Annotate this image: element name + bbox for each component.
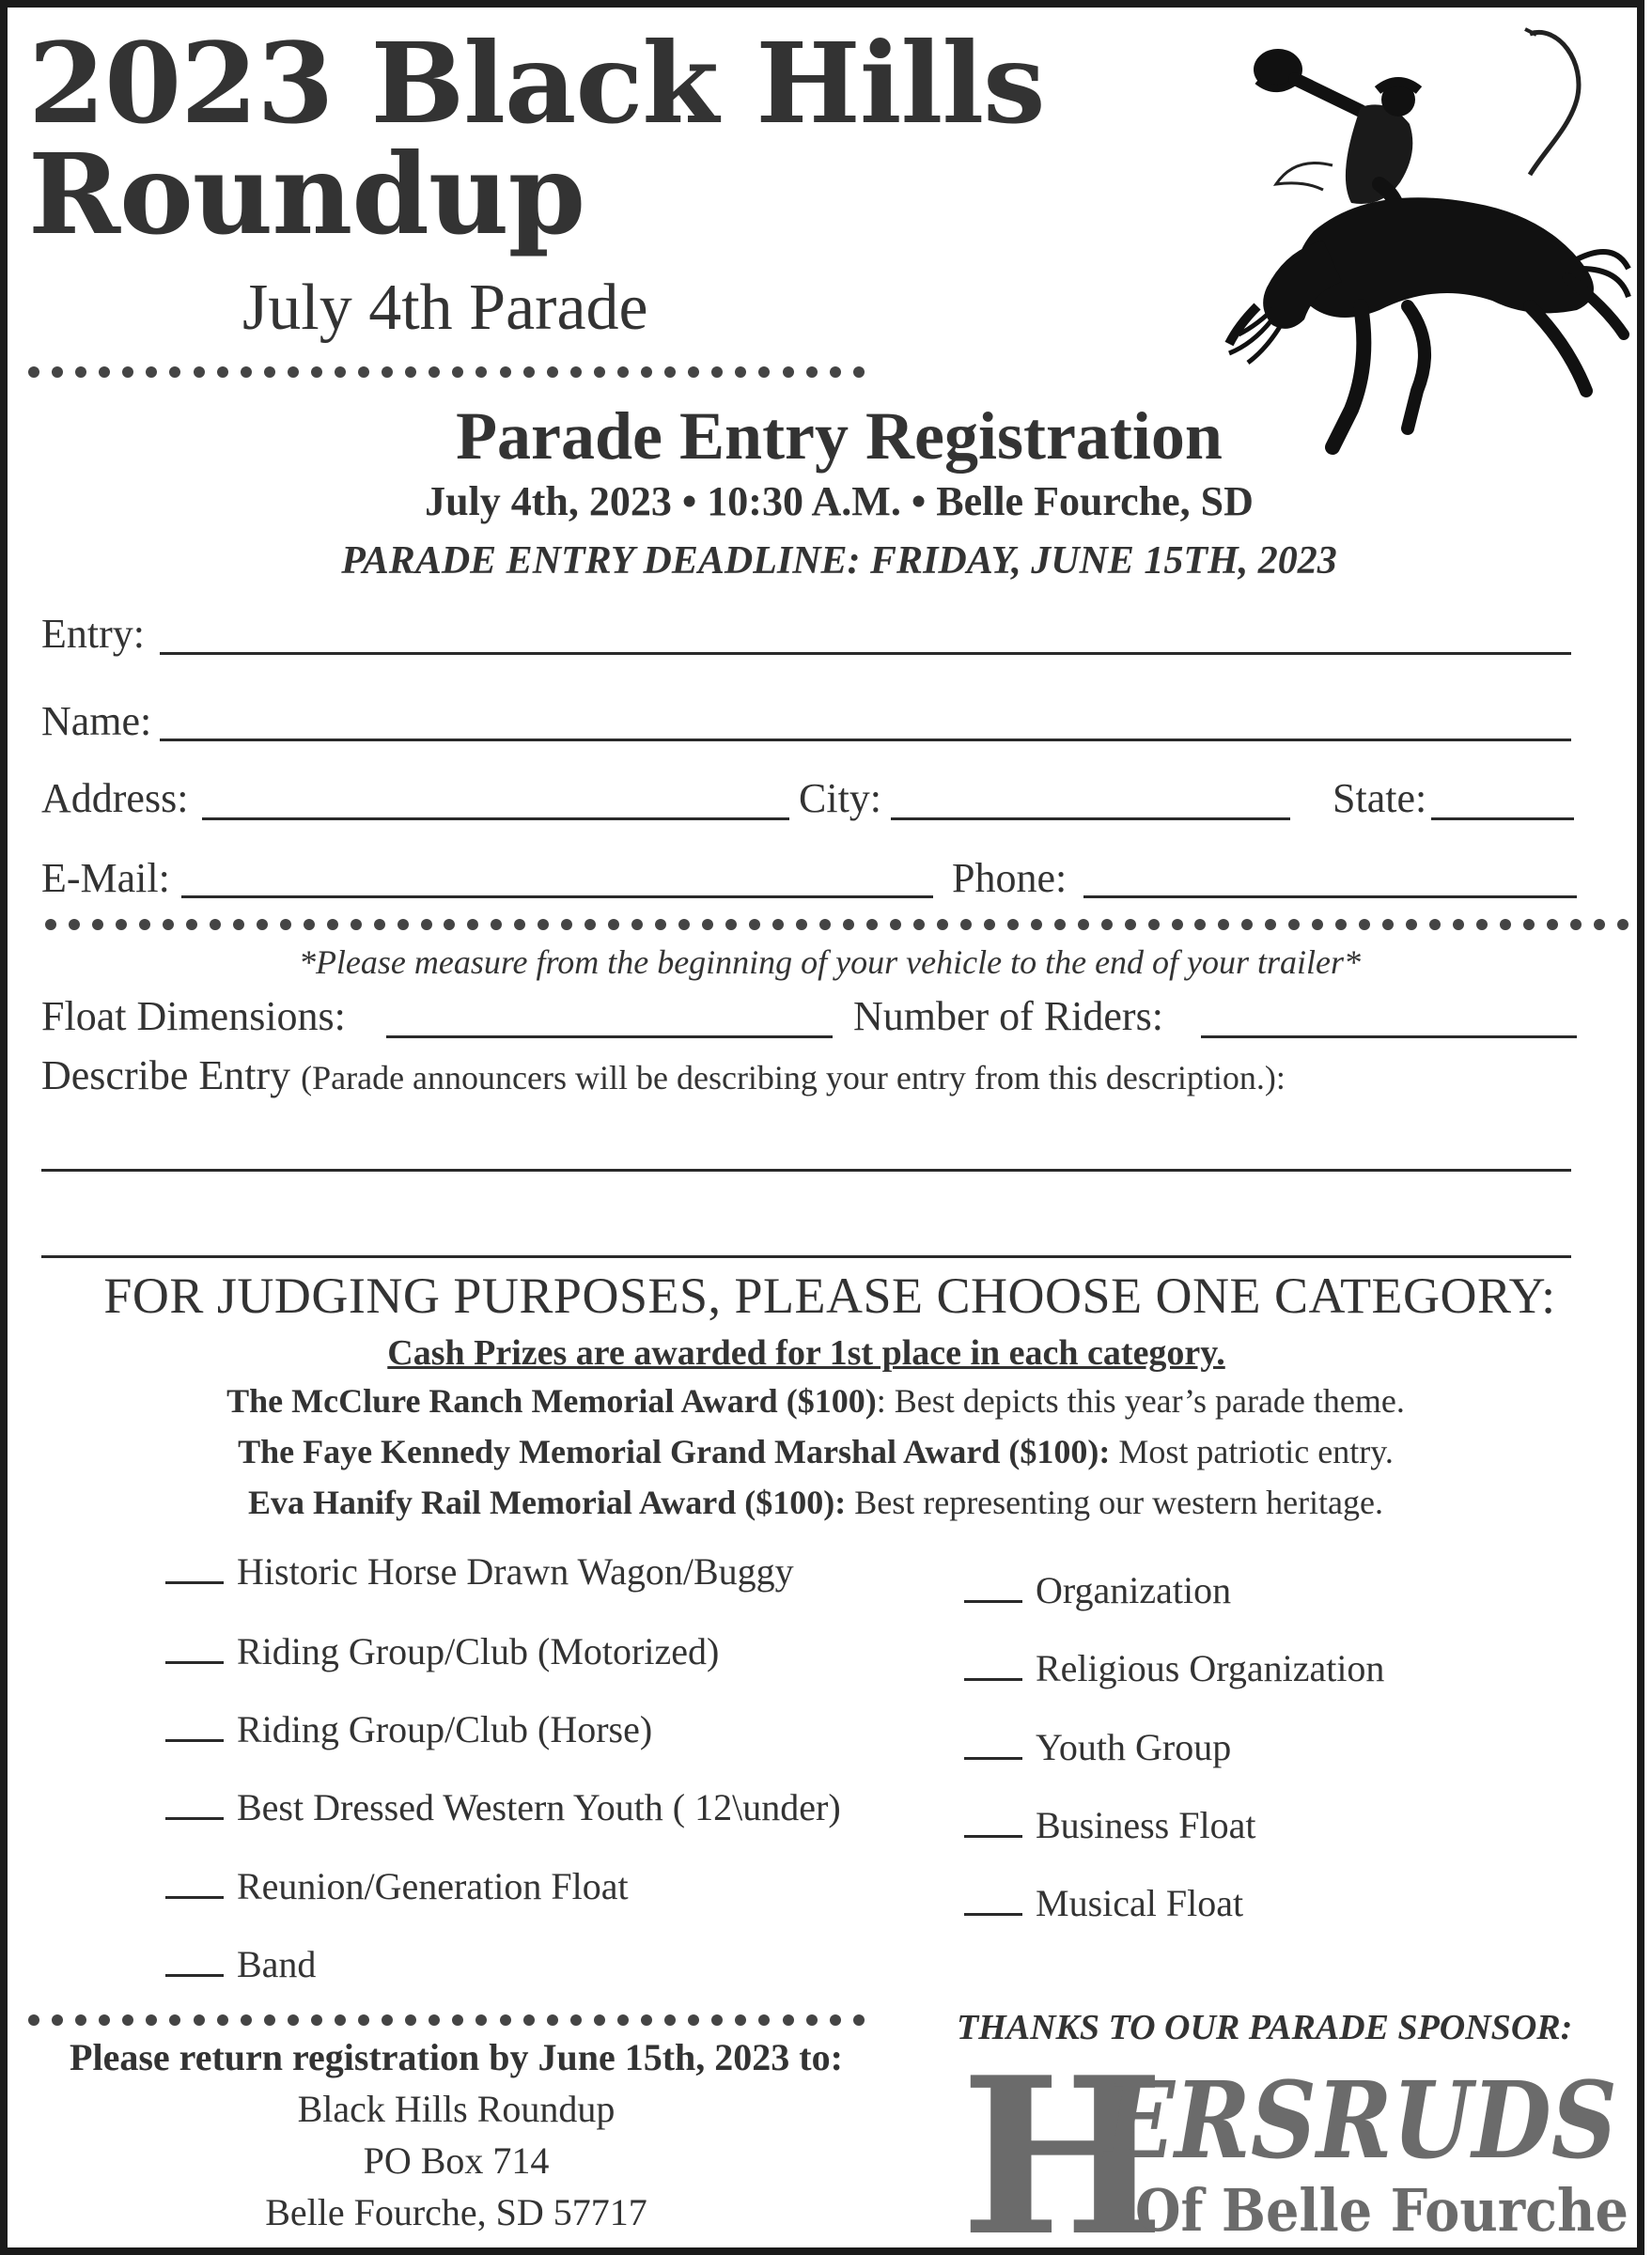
divider-dot	[735, 2014, 746, 2026]
divider-dot	[467, 919, 478, 930]
award-name: Eva Hanify Rail Memorial Award ($100):	[247, 1484, 847, 1521]
divider-dot	[866, 919, 878, 930]
divider-dot	[617, 2014, 629, 2026]
divider-dot	[584, 919, 596, 930]
category-label: Historic Horse Drawn Wagon/Buggy	[237, 1550, 794, 1593]
divider-dot	[796, 919, 807, 930]
divider-dot	[405, 366, 416, 378]
category-label: Best Dressed Western Youth ( 12\under)	[237, 1786, 841, 1828]
divider-dot	[702, 919, 713, 930]
divider-dot	[890, 919, 901, 930]
divider-dot	[75, 2014, 86, 2026]
divider-dot	[641, 366, 652, 378]
divider-dot	[335, 366, 346, 378]
divider-dot	[264, 366, 275, 378]
riders-label: Number of Riders:	[853, 993, 1163, 1039]
divider-dot	[641, 2014, 652, 2026]
category-checkbox-line[interactable]	[964, 1678, 1022, 1681]
divider-dot	[75, 366, 86, 378]
divider-dot	[163, 919, 174, 930]
category-label: Musical Float	[1036, 1882, 1244, 1924]
divider-dot	[264, 2014, 275, 2026]
divider-dot	[1218, 919, 1229, 930]
divider-dot	[491, 919, 502, 930]
phone-label: Phone:	[952, 855, 1068, 901]
category-checkbox-line[interactable]	[165, 1661, 224, 1664]
divider-dot	[1007, 919, 1019, 930]
describe-entry-line-1[interactable]	[41, 1169, 1571, 1172]
divider-dot	[514, 919, 525, 930]
award-faye-kennedy	[8, 1432, 1624, 1471]
divider-dot	[783, 2014, 794, 2026]
divider-dot	[1570, 919, 1582, 930]
divider-dot	[523, 366, 535, 378]
divider-dot	[210, 919, 221, 930]
divider-dot	[594, 366, 605, 378]
entry-field[interactable]	[160, 652, 1571, 655]
divider-dot	[122, 366, 133, 378]
divider-dot	[688, 2014, 699, 2026]
divider-dot	[853, 2014, 865, 2026]
divider-dot	[1453, 919, 1464, 930]
divider-dot	[1594, 919, 1605, 930]
divider-dot	[1288, 919, 1300, 930]
divider-dot	[452, 2014, 463, 2026]
award-name: The Faye Kennedy Memorial Grand Marshal Award ($100):	[238, 1433, 1111, 1470]
divider-dot	[758, 2014, 770, 2026]
divider-dot	[547, 2014, 558, 2026]
divider-dot	[1054, 919, 1066, 930]
divider-dot	[772, 919, 784, 930]
divider-dot	[241, 366, 252, 378]
divider-dot	[1078, 919, 1089, 930]
address-field[interactable]	[202, 817, 789, 820]
registration-title: Parade Entry Registration	[456, 398, 1223, 474]
return-instructions: Please return registration by June 15th, 2023 to:	[70, 2036, 843, 2078]
divider-dot	[608, 919, 619, 930]
divider-dot	[429, 2014, 440, 2026]
sponsor-heading: THANKS TO OUR PARADE SPONSOR:	[957, 2008, 1573, 2047]
entry-deadline: PARADE ENTRY DEADLINE: FRIDAY, JUNE 15TH, 2023	[341, 539, 1337, 583]
divider-dot	[45, 919, 56, 930]
divider-dot	[358, 2014, 369, 2026]
page-subtitle: July 4th Parade	[242, 272, 648, 344]
divider-dot	[397, 919, 409, 930]
divider-dot	[186, 919, 197, 930]
divider-dot	[194, 2014, 205, 2026]
divider-dot	[806, 366, 818, 378]
category-youth-group[interactable]	[964, 1726, 1232, 1768]
divider-dot	[631, 919, 643, 930]
divider-dot	[1265, 919, 1276, 930]
divider-dot	[523, 2014, 535, 2026]
divider-dot	[783, 366, 794, 378]
divider-dot	[1500, 919, 1511, 930]
category-musical-float[interactable]	[964, 1882, 1244, 1924]
city-label: City:	[799, 775, 882, 821]
riders-field[interactable]	[1201, 1035, 1577, 1038]
divider-dot	[819, 919, 831, 930]
divider-dot	[1476, 919, 1488, 930]
divider-dot	[52, 366, 63, 378]
category-business-float[interactable]	[964, 1804, 1256, 1846]
divider-dot	[853, 366, 865, 378]
category-checkbox-line[interactable]	[165, 1817, 224, 1820]
divider-dot	[421, 919, 432, 930]
category-historic-wagon[interactable]	[165, 1550, 794, 1593]
float-dimensions-label: Float Dimensions:	[41, 993, 346, 1039]
divider-dot	[1523, 919, 1535, 930]
divider-dot	[99, 2014, 110, 2026]
city-field[interactable]	[891, 817, 1290, 820]
category-label: Religious Organization	[1036, 1647, 1385, 1689]
divider-dot	[475, 366, 487, 378]
divider-dot	[452, 366, 463, 378]
judging-heading: FOR JUDGING PURPOSES, PLEASE CHOOSE ONE CATEGORY:	[103, 1267, 1556, 1324]
divider-dot	[758, 366, 770, 378]
divider-dot	[500, 366, 511, 378]
divider-dot	[1406, 919, 1417, 930]
divider-dot	[937, 919, 948, 930]
category-checkbox-line[interactable]	[165, 1739, 224, 1742]
divider-dot	[169, 366, 180, 378]
logo-initial: H	[960, 2030, 1165, 2255]
category-label: Reunion/Generation Float	[237, 1865, 629, 1907]
divider-dot	[69, 919, 80, 930]
name-field[interactable]	[160, 739, 1571, 741]
divider-dot	[139, 919, 150, 930]
logo-main-text: ERSRUDS	[1102, 2060, 1617, 2183]
divider-dot	[382, 2014, 393, 2026]
divider-dot	[146, 366, 157, 378]
divider-dot	[288, 366, 299, 378]
divider-dot	[52, 2014, 63, 2026]
divider-dot	[241, 2014, 252, 2026]
page-title-line-2: Roundup	[28, 129, 585, 259]
divider-dot	[1101, 919, 1113, 930]
divider-dot	[351, 919, 362, 930]
divider-dot	[688, 366, 699, 378]
divider-dot	[1429, 919, 1441, 930]
divider-dot	[1617, 919, 1629, 930]
divider-dot	[749, 919, 760, 930]
divider-dot	[217, 2014, 228, 2026]
category-riding-motorized[interactable]	[165, 1630, 720, 1672]
category-riding-horse[interactable]	[165, 1708, 653, 1750]
category-checkbox-line[interactable]	[165, 1974, 224, 1977]
award-description: Best representing our western heritage.	[846, 1484, 1384, 1521]
dotted-divider-bottom	[28, 2014, 865, 2026]
category-checkbox-line[interactable]	[964, 1757, 1022, 1760]
divider-dot	[570, 366, 582, 378]
divider-dot	[405, 2014, 416, 2026]
divider-dot	[538, 919, 549, 930]
divider-dot	[561, 919, 572, 930]
category-label: Organization	[1036, 1569, 1232, 1611]
state-label: State:	[1333, 775, 1427, 821]
divider-dot	[1335, 919, 1347, 930]
category-reunion-float[interactable]	[165, 1865, 629, 1907]
divider-dot	[28, 2014, 39, 2026]
divider-dot	[311, 366, 322, 378]
category-organization[interactable]	[964, 1569, 1232, 1611]
category-band[interactable]	[165, 1943, 317, 1985]
category-best-dressed-youth[interactable]	[165, 1786, 841, 1828]
divider-dot	[594, 2014, 605, 2026]
float-dimensions-field[interactable]	[386, 1035, 833, 1038]
divider-dot	[664, 366, 676, 378]
divider-dot	[570, 2014, 582, 2026]
divider-dot	[327, 919, 338, 930]
measure-note: *Please measure from the beginning of your vehicle to the end of your trailer*	[298, 943, 1362, 981]
divider-dot	[711, 2014, 723, 2026]
divider-dot	[374, 919, 385, 930]
dotted-divider-middle	[45, 919, 1629, 930]
award-separator: :	[876, 1382, 886, 1420]
divider-dot	[711, 366, 723, 378]
divider-dot	[1172, 919, 1183, 930]
award-description: Most patriotic entry.	[1110, 1433, 1394, 1470]
describe-entry-label: Describe Entry	[41, 1052, 291, 1098]
divider-dot	[617, 366, 629, 378]
divider-dot	[28, 366, 39, 378]
divider-dot	[1547, 919, 1558, 930]
divider-dot	[830, 2014, 841, 2026]
divider-dot	[1148, 919, 1160, 930]
divider-dot	[169, 2014, 180, 2026]
divider-dot	[444, 919, 455, 930]
category-label: Riding Group/Club (Motorized)	[237, 1630, 720, 1672]
state-field[interactable]	[1431, 817, 1574, 820]
email-label: E-Mail:	[41, 855, 170, 901]
divider-dot	[233, 919, 244, 930]
divider-dot	[217, 366, 228, 378]
category-checkbox-line[interactable]	[165, 1581, 224, 1584]
divider-dot	[122, 2014, 133, 2026]
return-address-line-2: PO Box 714	[363, 2139, 550, 2182]
dotted-divider-top	[28, 366, 865, 378]
divider-dot	[655, 919, 666, 930]
divider-dot	[725, 919, 737, 930]
award-description: Best depicts this year’s parade theme.	[885, 1382, 1405, 1420]
divider-dot	[1382, 919, 1394, 930]
describe-entry-line-2[interactable]	[41, 1255, 1571, 1258]
divider-dot	[1031, 919, 1042, 930]
divider-dot	[1194, 919, 1206, 930]
divider-dot	[1125, 919, 1136, 930]
divider-dot	[99, 366, 110, 378]
divider-dot	[288, 2014, 299, 2026]
divider-dot	[280, 919, 291, 930]
entry-label: Entry:	[41, 611, 145, 657]
divider-dot	[358, 366, 369, 378]
divider-dot	[678, 919, 690, 930]
name-label: Name:	[41, 698, 152, 744]
divider-dot	[257, 919, 268, 930]
category-checkbox-line[interactable]	[964, 1835, 1022, 1838]
divider-dot	[116, 919, 127, 930]
category-label: Business Float	[1036, 1804, 1256, 1846]
divider-dot	[500, 2014, 511, 2026]
category-label: Band	[237, 1943, 317, 1985]
divider-dot	[806, 2014, 818, 2026]
category-label: Riding Group/Club (Horse)	[237, 1708, 653, 1750]
divider-dot	[547, 366, 558, 378]
describe-entry-note: (Parade announcers will be describing your entry from this description.):	[301, 1059, 1286, 1096]
award-eva-hanify	[8, 1483, 1624, 1522]
page-title-line-1: 2023 Black Hills	[28, 18, 1045, 148]
divider-dot	[735, 366, 746, 378]
divider-dot	[1241, 919, 1253, 930]
divider-dot	[664, 2014, 676, 2026]
award-mcclure	[8, 1381, 1624, 1421]
divider-dot	[1359, 919, 1370, 930]
divider-dot	[830, 366, 841, 378]
category-checkbox-line[interactable]	[165, 1896, 224, 1899]
divider-dot	[913, 919, 925, 930]
divider-dot	[475, 2014, 487, 2026]
divider-dot	[382, 366, 393, 378]
category-checkbox-line[interactable]	[964, 1600, 1022, 1603]
category-label: Youth Group	[1036, 1726, 1232, 1768]
divider-dot	[960, 919, 972, 930]
return-address-line-1: Black Hills Roundup	[297, 2088, 616, 2130]
email-field[interactable]	[181, 895, 933, 898]
divider-dot	[335, 2014, 346, 2026]
divider-dot	[429, 366, 440, 378]
divider-dot	[984, 919, 995, 930]
event-date-time-location: July 4th, 2023 • 10:30 A.M. • Belle Fourche, SD	[425, 478, 1254, 524]
return-address-line-3: Belle Fourche, SD 57717	[265, 2191, 647, 2233]
divider-dot	[194, 366, 205, 378]
category-checkbox-line[interactable]	[964, 1913, 1022, 1916]
divider-dot	[843, 919, 854, 930]
hersruds-sponsor-logo	[957, 2030, 1633, 2255]
divider-dot	[92, 919, 103, 930]
address-label: Address:	[41, 775, 189, 821]
cash-prize-note: Cash Prizes are awarded for 1st place in each category.	[387, 1333, 1225, 1373]
phone-field[interactable]	[1083, 895, 1577, 898]
divider-dot	[311, 2014, 322, 2026]
award-name: The McClure Ranch Memorial Award ($100)	[226, 1382, 877, 1420]
category-religious-organization[interactable]	[964, 1647, 1385, 1689]
divider-dot	[1312, 919, 1323, 930]
divider-dot	[304, 919, 315, 930]
logo-sub-text: Of Belle Fourche	[1135, 2176, 1629, 2245]
divider-dot	[146, 2014, 157, 2026]
describe-entry-row	[41, 1052, 1286, 1098]
